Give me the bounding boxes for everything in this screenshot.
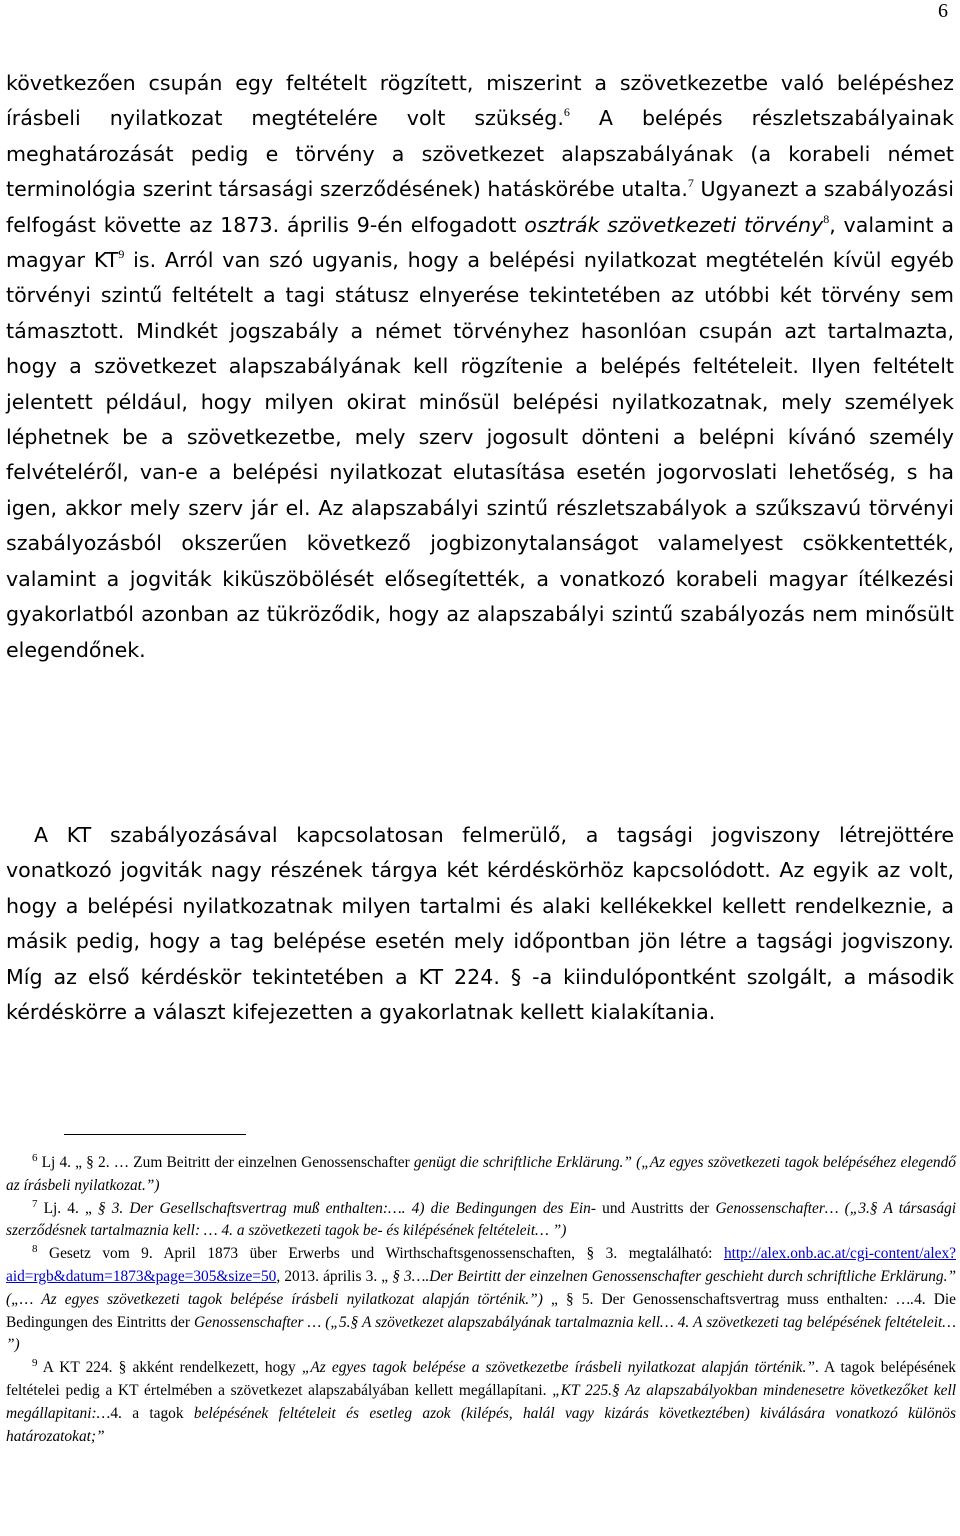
footnote-ref: 9 — [118, 247, 125, 262]
text-run: „ § 5. Der Genossenschaftsvertrag muss enthalten — [542, 1290, 884, 1308]
body-paragraph-2 — [6, 818, 954, 1030]
italic-text: Genossenschafter… („3.§ A társasági szerződésnek tartalmaznia kell: … 4. a szövetkezeti tagok be- és kilépésének feltételeit… ”) — [6, 1199, 956, 1240]
body-paragraph-1 — [6, 66, 954, 668]
text-run: Ugyanezt a szabályozási felfogást követte az 1873. április 9-én elfogadott — [6, 177, 954, 237]
footnote-separator — [64, 1134, 246, 1135]
text-run: Lj. 4. „ — [37, 1199, 98, 1217]
italic-text: „Az egyes tagok belépése a szövetkezetbe írásbeli nyilatkozat alapján történik.” — [301, 1359, 815, 1377]
italic-text: Genossenschafter … („5.§ A szövetkezet alapszabályának tartalmaznia kell… 4. A szövetkezeti tag belépésének feltételeit… ”) — [6, 1313, 956, 1354]
text-run: is. Arról van szó ugyanis, hogy a belépési nyilatkozat megtételén kívül egyéb törvényi szintű feltételt a tagi státusz elnyerése tekintetében az utóbbi két törvény sem támasztott. Mindkét jogszabály a német törvényhez hasonlóan csupán azt tartalmazta, hogy a szövetkezet alapszabályának kell rögzítenie a belépés feltételeit. Ilyen feltételt jelentett például, hogy milyen okirat minősül belépési nyilatkozatnak, mely személyek léphetnek be a szövetkezetbe, mely szerv jogosult dönteni a belépni kívánó személy felvételéről, van-e a belépési nyilatkozat elutasítása esetén jogorvoslati lehetőség, s ha igen, akkor mely szerv jár el. Az alapszabályi szintű részletszabályok a szűkszavú törvényi szabályozásból okszerűen következő jogbizonytalanságot valamelyest csökkentették, valamint a jogviták kiküszöbölését elősegítették, a vonatkozó korabeli magyar ítélkezési gyakorlatból azonban az tükröződik, hogy az alapszabályi szintű szabályozás nem minősült elegendőnek. — [6, 248, 955, 662]
italic-text: § 3….Der Beirtitt der einzelnen Genossenschafter geschieht durch schriftliche Erklärung.” („… Az egyes szövetkezeti tagok belépése írásbeli nyilatkozat alapján történik.”) — [6, 1267, 957, 1308]
text-run: - und Austritts der — [590, 1199, 716, 1217]
footnote-9 — [6, 1357, 956, 1448]
italic-text: belépésének feltételeit és esetleg azok (kilépés, halál vagy kizárás következtében) kiválására vonatkozó különös határozatokat;” — [6, 1404, 956, 1445]
text-run: , 2013. április 3. „ — [276, 1267, 393, 1285]
footnote-ref: 7 — [32, 1197, 38, 1210]
italic-text: „KT 225.§ Az alapszabályokban mindenesetre következőket kell megállapitani:… — [6, 1381, 957, 1422]
footnote-ref: 6 — [563, 105, 570, 120]
text-run: Gesetz vom 9. April 1873 über Erwerbs und Wirthschaftsgenossenschaften, § 3. megtalálható: — [37, 1245, 724, 1263]
italic-text: § 3. Der Gesellschaftsvertrag muß enthalten:…. 4) die Bedingungen des Ein — [97, 1199, 591, 1217]
text-run: . A tagok belépésének feltételei pedig a KT értelmében a szövetkezet alapszabályában kellett megállapítani. — [6, 1359, 957, 1399]
text-run: Lj 4. „ § 2. … Zum Beitritt der einzelnen Genossenschafter — [37, 1154, 414, 1171]
italic-text: : …. — [883, 1290, 915, 1308]
footnote-6 — [6, 1152, 956, 1198]
text-run: A KT 224. § akként rendelkezett, hogy — [37, 1359, 302, 1377]
italic-text: genügt die schriftliche Erklärung.” („Az egyes szövetkezeti tagok belépéséhez elegendő az írásbeli nyilatkozat.”) — [6, 1154, 956, 1194]
text-run: A belépés részletszabályainak meghatározását pedig e törvény a szövetkezet alapszabályának (a korabeli német terminológia szerint társasági szerződésének) hatáskörébe utalta. — [6, 106, 954, 202]
text-run: , valamint a magyar KT — [6, 212, 954, 273]
footnote-ref: 7 — [687, 176, 694, 191]
footnote-ref: 6 — [32, 1152, 38, 1164]
page-number: 6 — [938, 0, 948, 22]
italic-text: osztrák szövetkezeti törvény — [524, 212, 824, 237]
text-run: következően csupán egy feltételt rögzített, miszerint a szövetkezetbe való belépéshez írásbeli nyilatkozat megtételére volt szükség. — [6, 71, 954, 131]
footnote-8 — [6, 1243, 956, 1357]
text-run: 4. a tagok — [110, 1404, 194, 1422]
text-run: A KT szabályozásával kapcsolatosan felmerülő, a tagsági jogviszony létrejöttére vonatkozó jogviták nagy részének tárgya két kérdéskörhöz kapcsolódott. Az egyik az volt, hogy a belépési nyilatkozatnak milyen tartalmi és alaki kellékekkel kellett rendelkeznie, a másik pedig, hogy a tag belépése esetén mely időpontban jön létre a tagsági jogviszony. Míg az első kérdéskör tekintetében a KT 224. § -a kiindulópontként szolgált, a második kérdéskörre a választ kifejezetten a gyakorlatnak kellett kialakítania. — [6, 823, 954, 1025]
footnote-7 — [6, 1198, 956, 1244]
footnote-ref: 9 — [32, 1357, 38, 1370]
text-run: 4. Die Bedingungen des Eintritts der — [6, 1290, 956, 1331]
source-link[interactable]: http://alex.onb.ac.at/cgi-content/alex?aid=rgb&datum=1873&page=305&size=50 — [6, 1245, 956, 1285]
footnote-ref: 8 — [32, 1243, 38, 1256]
footnote-ref: 8 — [823, 211, 830, 226]
footnotes — [6, 1152, 956, 1448]
